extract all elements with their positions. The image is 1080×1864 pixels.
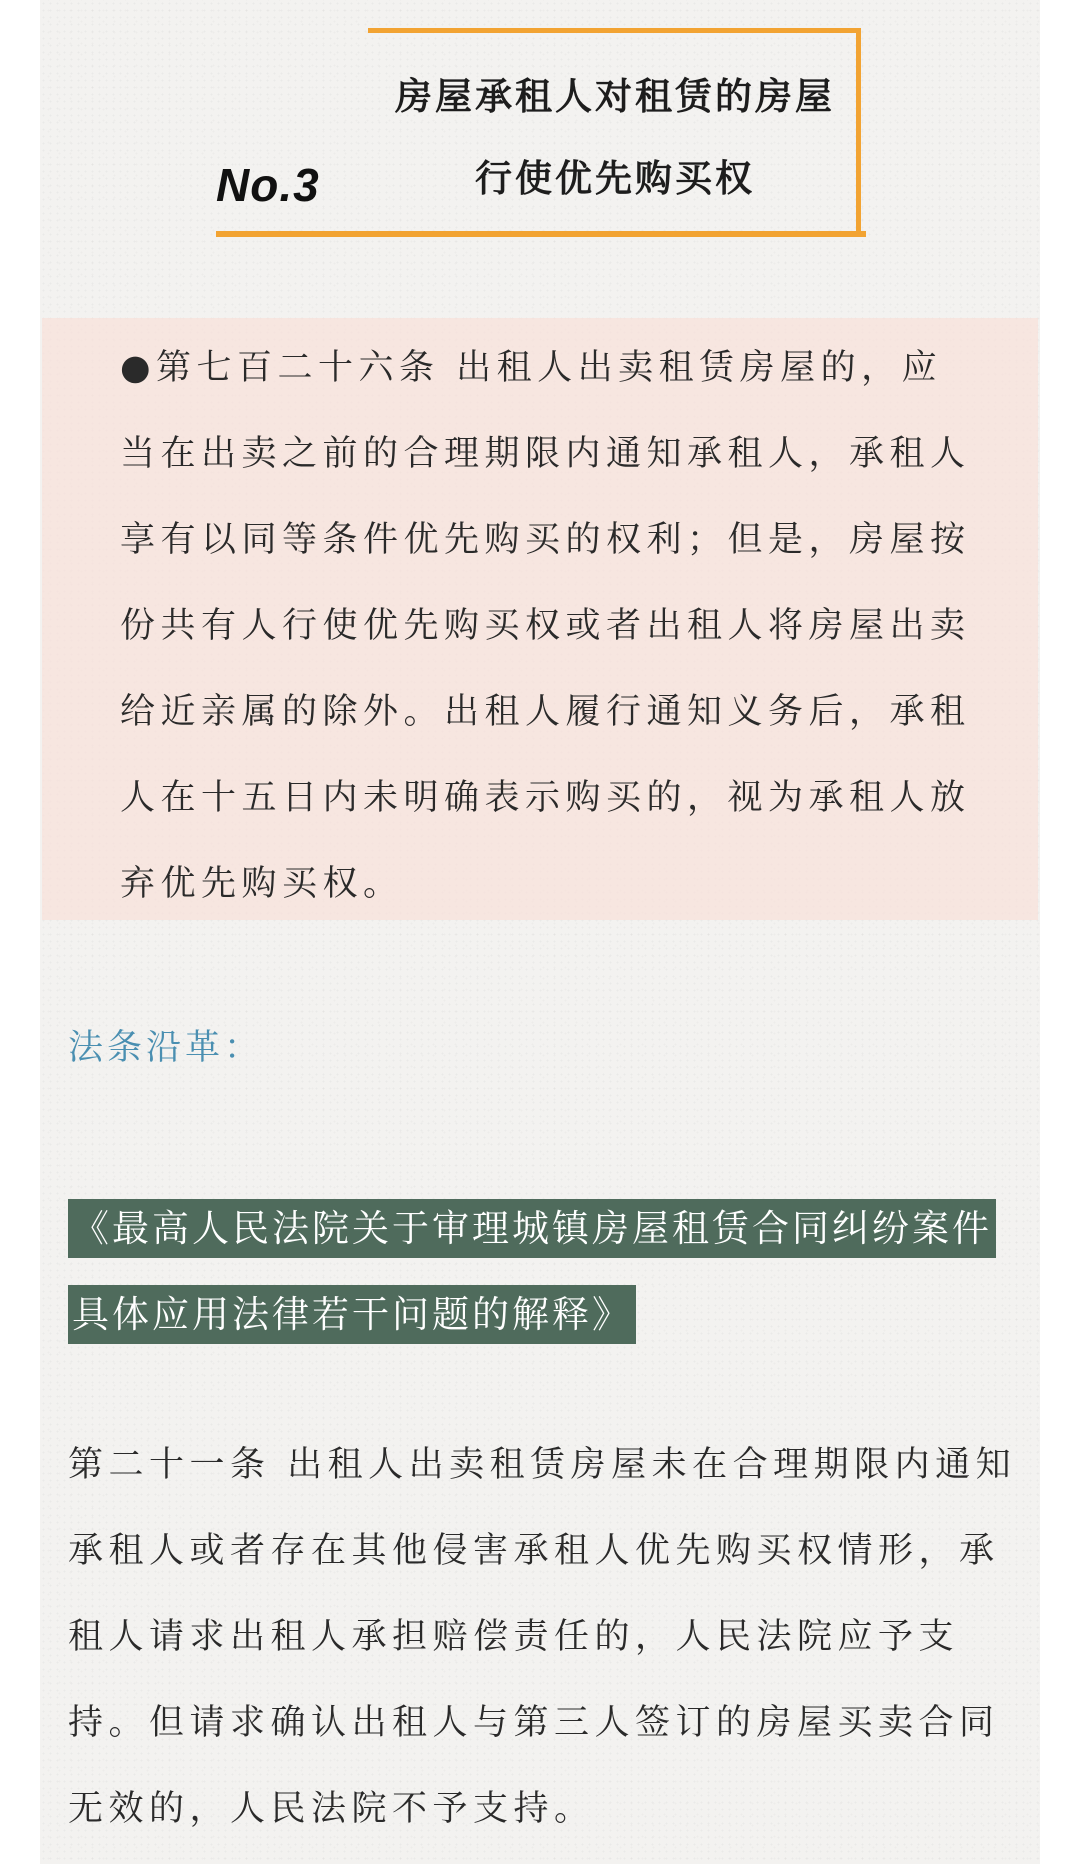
section-number: No.3 — [216, 159, 320, 211]
source-title-block — [68, 1186, 1028, 1358]
section-title-line1: 房屋承租人对租赁的房屋 — [395, 75, 835, 118]
section-title-line2: 行使优先购买权 — [475, 157, 755, 200]
header-underline — [216, 231, 866, 237]
article-726-text: ●第七百二十六条 出租人出卖租赁房屋的，应当在出卖之前的合理期限内通知承租人，承租人享有以同等条件优先购买的权利；但是，房屋按份共有人行使优先购买权或者出租人将房屋出卖给近亲属的除外。出租人履行通知义务后，承租人在十五日内未明确表示购买的，视为承租人放弃优先购买权。 — [120, 348, 971, 904]
source-title: 《最高人民法院关于审理城镇房屋租赁合同纠纷案件具体应用法律若干问题的解释》 — [68, 1199, 996, 1344]
article-21-text: 第二十一条 出租人出卖租赁房屋未在合理期限内通知承租人或者存在其他侵害承租人优先购买权情形，承租人请求出租人承担赔偿责任的，人民法院应予支持。但请求确认出租人与第三人签订的房屋买卖合同无效的，人民法院不予支持。 — [68, 1445, 1017, 1829]
section-title — [320, 56, 910, 220]
history-heading: 法条沿革： — [68, 1028, 264, 1068]
